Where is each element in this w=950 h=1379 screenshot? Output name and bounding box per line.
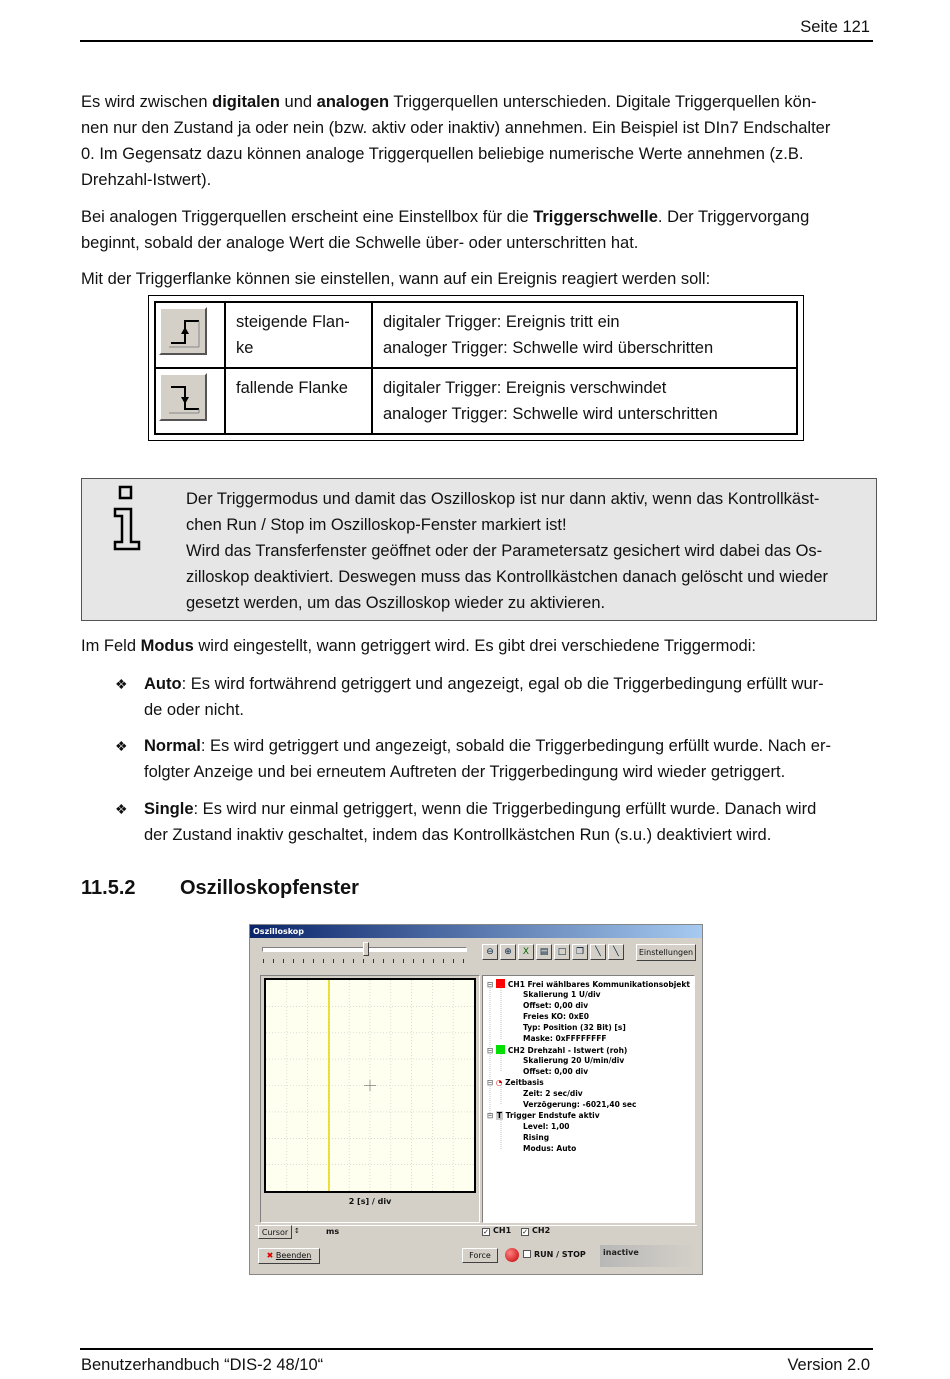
checkbox-checked-icon[interactable]: ✓ xyxy=(483,1228,489,1236)
info-line: gesetzt werden, um das Oszilloskop wieder zu aktivieren. xyxy=(186,594,606,612)
plot-timebase-label: 2 [s] / div xyxy=(348,1197,392,1206)
trigger-icon: T xyxy=(496,1111,503,1120)
flank-icon-cell xyxy=(156,369,226,433)
close-button[interactable] xyxy=(258,1248,320,1264)
oscilloscope-plot xyxy=(264,978,476,1193)
cursor-spinner-icon[interactable]: ↕ xyxy=(294,1227,300,1235)
tree-label: Zeitbasis xyxy=(505,1078,544,1087)
bold-term: analogen xyxy=(316,93,390,111)
paragraph-flank-intro: Mit der Triggerflanke können sie einstellen, wann auf ein Ereignis reagiert werden soll: xyxy=(81,270,711,288)
checkbox-label: CH2 xyxy=(532,1226,551,1235)
mode-name: Auto xyxy=(144,675,182,693)
paragraph-trigger-sources xyxy=(81,89,873,193)
footer-title: Benutzerhandbuch “DIS-2 48/10“ xyxy=(81,1356,324,1374)
tree-label: CH2 Drehzahl - Istwert (roh) xyxy=(507,1046,628,1055)
flank-name: ke xyxy=(236,339,254,357)
section-title: Oszilloskopfenster xyxy=(180,877,359,899)
info-line: chen Run / Stop im Oszilloskop-Fenster markiert ist! xyxy=(186,516,567,534)
cursor-unit: ms xyxy=(326,1227,340,1236)
text: und xyxy=(279,93,317,111)
bold-term: Triggerschwelle xyxy=(533,208,658,226)
list-item-single xyxy=(115,796,870,848)
section-number: 11.5.2 xyxy=(81,877,136,899)
header-rule xyxy=(80,40,873,42)
bullet-icon: ❖ xyxy=(115,676,128,692)
footer-version: Version 2.0 xyxy=(787,1356,870,1374)
tree-item[interactable]: Typ: Position (32 Bit) [s] xyxy=(523,1023,626,1032)
text-line: folgter Anzeige und bei erneutem Auftreten der Triggerbedingung wird wieder getriggert. xyxy=(144,763,786,781)
page-number: Seite 121 xyxy=(800,18,870,36)
window-title: Oszilloskop xyxy=(250,925,702,938)
info-icon xyxy=(112,485,142,556)
info-line: zilloskop deaktiviert. Deswegen muss das Kontrollkästchen danach gelöscht und wieder xyxy=(186,568,829,586)
zoom-out-icon[interactable]: ⊖ xyxy=(482,944,498,960)
list-item-auto xyxy=(115,671,870,723)
checkbox-label: RUN / STOP xyxy=(534,1250,586,1259)
tree-item[interactable]: Offset: 0,00 div xyxy=(523,1067,589,1076)
tree-item[interactable]: Modus: Auto xyxy=(523,1144,577,1153)
oscilloscope-window xyxy=(249,924,703,1275)
slider-ticks xyxy=(263,959,466,963)
text: : Es wird fortwährend getriggert und angezeigt, egal ob die Triggerbedingung erfüllt wur- xyxy=(181,675,824,693)
checkbox-unchecked-icon[interactable] xyxy=(523,1250,531,1258)
flank-desc: digitaler Trigger: Ereignis tritt ein xyxy=(383,313,620,331)
flank-icon-cell xyxy=(156,303,226,369)
window-icon[interactable]: □ xyxy=(554,944,570,960)
run-indicator-icon xyxy=(505,1248,519,1262)
ch2-checkbox[interactable] xyxy=(521,1226,550,1236)
tree-label: CH1 Frei wählbares Kommunikationsobjekt xyxy=(507,980,690,989)
pen-tool-icon[interactable]: ╲ xyxy=(608,944,624,960)
tree-item[interactable]: Rising xyxy=(523,1133,550,1142)
text-line: beginnt, sobald der analoge Wert die Schwelle über- oder unterschritten hat. xyxy=(81,234,639,252)
text-line: 0. Im Gegensatz dazu können analoge Triggerquellen beliebige numerische Werte annehmen (z.B. xyxy=(81,145,804,163)
tree-item-timebase[interactable]: ⊟ ◔ Zeitbasis xyxy=(487,1078,544,1087)
time-slider-thumb[interactable] xyxy=(363,942,369,956)
text: Triggerquellen unterschieden. Digitale Triggerquellen kön- xyxy=(389,93,817,111)
flank-desc: analoger Trigger: Schwelle wird unterschritten xyxy=(383,405,718,423)
tree-item[interactable]: Offset: 0,00 div xyxy=(523,1001,589,1010)
channel-tree[interactable] xyxy=(482,975,695,1223)
flank-name: steigende Flan- xyxy=(236,313,350,331)
tree-label: Trigger Endstufe aktiv xyxy=(505,1111,600,1120)
cursor-tool-icon[interactable]: ╲ xyxy=(590,944,606,960)
close-icon: ✖ xyxy=(266,1251,274,1260)
bullet-icon: ❖ xyxy=(115,801,128,817)
footer-rule xyxy=(80,1348,873,1350)
text-line: der Zustand inaktiv geschaltet, indem das Kontrollkästchen Run (s.u.) deaktiviert wird. xyxy=(144,826,772,844)
tree-connectors xyxy=(483,976,523,1156)
tree-item[interactable]: Freies KO: 0xE0 xyxy=(523,1012,590,1021)
flank-name-cell xyxy=(226,303,373,369)
checkbox-label: CH1 xyxy=(493,1226,512,1235)
paragraph-threshold xyxy=(81,204,873,256)
button-label: Beenden xyxy=(275,1251,312,1260)
flank-name-cell xyxy=(226,369,373,433)
cursor-button[interactable]: Cursor xyxy=(258,1225,292,1239)
text-line: nen nur den Zustand ja oder nein (bzw. aktiv oder inaktiv) annehmen. Ein Beispiel ist DIn7 Endschalter xyxy=(81,119,831,137)
bullet-icon: ❖ xyxy=(115,738,128,754)
tree-item-ch1[interactable]: ⊟ CH1 Frei wählbares Kommunikationsobjekt xyxy=(487,980,690,989)
flank-name: fallende Flanke xyxy=(236,379,348,397)
tree-item[interactable]: Level: 1,00 xyxy=(523,1122,570,1131)
run-stop-checkbox[interactable] xyxy=(523,1250,586,1259)
tree-item[interactable]: Skalierung 1 U/div xyxy=(523,990,601,999)
tree-item[interactable]: Zeit: 2 sec/div xyxy=(523,1089,583,1098)
zoom-in-icon[interactable]: ⊕ xyxy=(500,944,516,960)
mode-name: Normal xyxy=(144,737,201,755)
tree-item[interactable]: Verzögerung: -6021,40 sec xyxy=(523,1100,637,1109)
text-line: de oder nicht. xyxy=(144,701,244,719)
info-text xyxy=(186,486,870,616)
clock-icon: ◔ xyxy=(495,1078,503,1087)
settings-button[interactable]: Einstellungen xyxy=(636,944,696,961)
text: Bei analogen Triggerquellen erscheint eine Einstellbox für die xyxy=(81,208,534,226)
flank-table xyxy=(148,295,804,441)
tree-item[interactable]: Maske: 0xFFFFFFFF xyxy=(523,1034,607,1043)
copy-icon[interactable]: ❐ xyxy=(572,944,588,960)
bold-term: Modus xyxy=(140,637,194,655)
text: : Es wird getriggert und angezeigt, sobald die Triggerbedingung erfüllt wurde. Nach er- xyxy=(200,737,831,755)
export-excel-icon[interactable]: X xyxy=(518,944,534,960)
info-line: Der Triggermodus und damit das Oszilloskop ist nur dann aktiv, wenn das Kontrollkäst- xyxy=(186,490,820,508)
flank-desc: analoger Trigger: Schwelle wird überschritten xyxy=(383,339,714,357)
mode-name: Single xyxy=(144,800,194,818)
tree-item[interactable]: Skalierung 20 U/min/div xyxy=(523,1056,625,1065)
checkbox-checked-icon[interactable]: ✓ xyxy=(522,1228,528,1236)
text: Im Feld xyxy=(81,637,141,655)
force-button[interactable]: Force xyxy=(462,1248,498,1263)
tree-item-trigger[interactable]: ⊟ T Trigger Endstufe aktiv xyxy=(487,1111,600,1120)
list-item-normal xyxy=(115,733,870,785)
rising-edge-icon xyxy=(159,307,207,355)
info-line: Wird das Transferfenster geöffnet oder der Parametersatz gesichert wird dabei das Os- xyxy=(186,542,823,560)
text: . Der Triggervorgang xyxy=(657,208,810,226)
text: Es wird zwischen xyxy=(81,93,213,111)
text: : Es wird nur einmal getriggert, wenn die Triggerbedingung erfüllt wurde. Danach wird xyxy=(193,800,817,818)
falling-edge-icon xyxy=(159,373,207,421)
ch1-checkbox[interactable] xyxy=(482,1226,511,1236)
flank-desc-cell xyxy=(373,303,796,369)
flank-desc: digitaler Trigger: Ereignis verschwindet xyxy=(383,379,667,397)
bold-term: digitalen xyxy=(212,93,280,111)
text: wird eingestellt, wann getriggert wird. Es gibt drei verschiedene Triggermodi: xyxy=(193,637,756,655)
print-icon[interactable]: ▤ xyxy=(536,944,552,960)
status-indicator: inactive xyxy=(600,1245,696,1267)
paragraph-modus xyxy=(81,633,873,659)
tree-item-ch2[interactable]: ⊟ CH2 Drehzahl - Istwert (roh) xyxy=(487,1046,628,1055)
cursor-bar xyxy=(255,1225,697,1245)
text-line: Drehzahl-Istwert). xyxy=(81,171,212,189)
flank-desc-cell xyxy=(373,369,796,433)
